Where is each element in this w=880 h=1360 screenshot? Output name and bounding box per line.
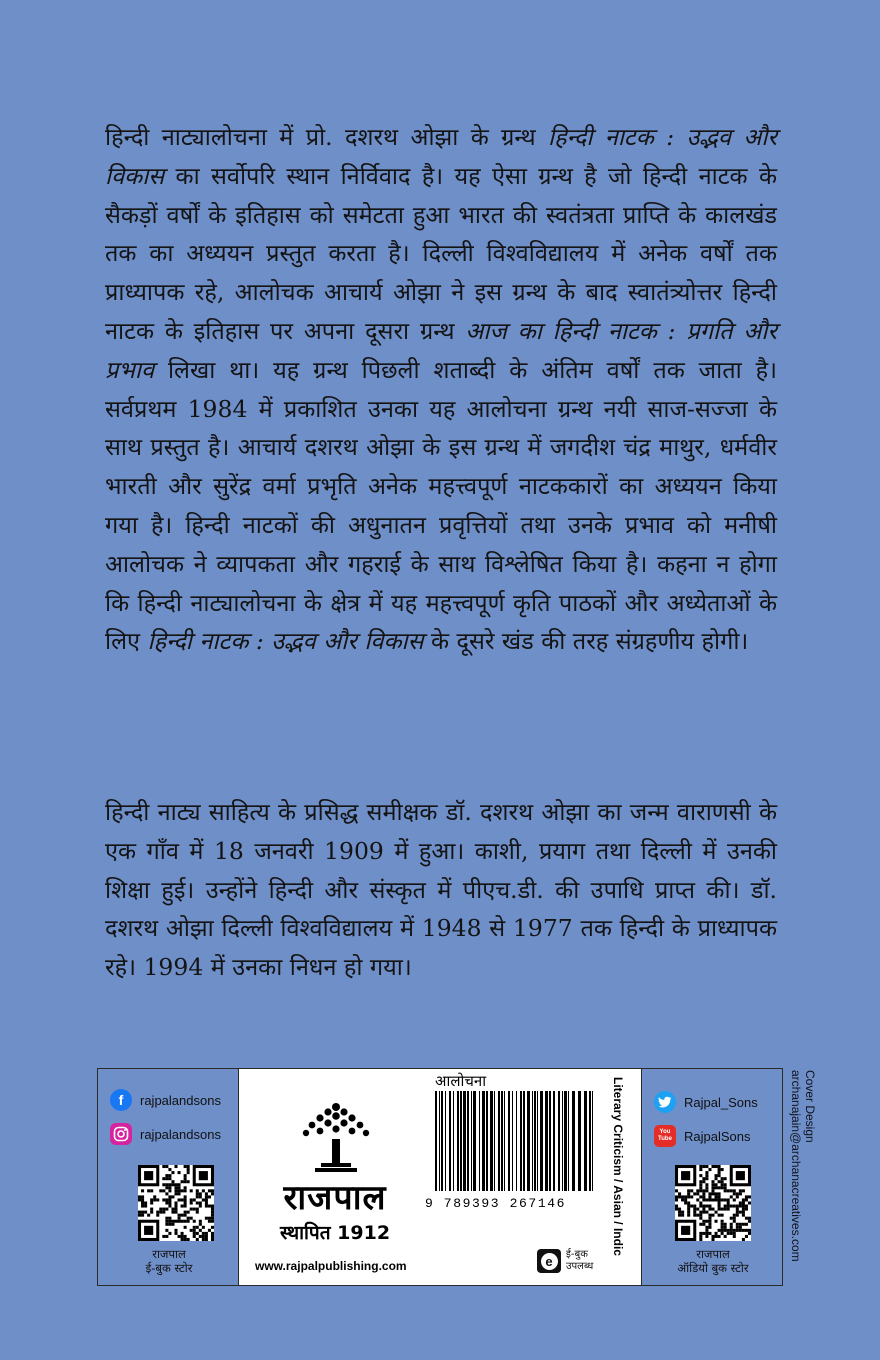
youtube-icon: You Tube xyxy=(654,1125,676,1147)
publisher-logo-name: राजपाल xyxy=(283,1178,387,1218)
established-year: स्थापित 1912 xyxy=(279,1222,391,1244)
ebook-label-line-1: ई-बुक xyxy=(566,1249,588,1260)
synopsis-paragraph xyxy=(105,118,777,661)
synopsis-text-2: का सर्वोपरि स्थान निर्विवाद है। यह ऐसा ग्रन्थ है जो हिन्दी नाटक के सैकड़ों वर्षों के इतिहास को समेटता हुआ भारत की स्वतंत्रता प्राप्ति के कालखंड तक का अध्ययन प्रस्तुत करता है। दिल्ली विश्वविद्यालय में अनेक वर्षों तक प्राध्यापक रहे, आलोचक आचार्य ओझा ने इस ग्रन्थ के बाद स्वातंत्र्योत्तर हिन्दी नाटक के इतिहास पर अपना दूसरा ग्रन्थ xyxy=(105,161,777,345)
ebook-icon xyxy=(537,1249,561,1273)
genre-label: आलोचना xyxy=(435,1072,487,1090)
credit-email: archanajain@archanacreatives.com xyxy=(789,1070,803,1262)
qr-label-line-1: राजपाल xyxy=(696,1247,730,1261)
qr-label-line-1: राजपाल xyxy=(152,1247,186,1261)
audiobook-store-qr-code[interactable] xyxy=(675,1165,751,1241)
isbn-barcode xyxy=(429,1091,599,1195)
instagram-handle: rajpalandsons xyxy=(140,1126,221,1142)
isbn-number: 9 789393 267146 xyxy=(425,1196,567,1211)
book-category: Literary Criticism / Asian / Indic xyxy=(611,1077,625,1256)
ebook-icon-letter: e xyxy=(541,1253,558,1270)
author-bio-paragraph: हिन्दी नाट्य साहित्य के प्रसिद्ध समीक्षक डॉ. दशरथ ओझा का जन्म वाराणसी के एक गाँव में 18 जनवरी 1909 में हुआ। काशी, प्रयाग तथा दिल्ली में उनकी शिक्षा हुई। उन्होंने हिन्दी और संस्कृत में पीएच.डी. की उपाधि प्राप्त की। डॉ. दशरथ ओझा दिल्ली विश्वविद्यालय में 1948 से 1977 तक हिन्दी के प्राध्यापक रहे। 1994 में उनका निधन हो गया। xyxy=(105,798,777,982)
instagram-icon xyxy=(110,1123,132,1145)
instagram-link[interactable] xyxy=(110,1123,221,1145)
rajpal-tree-logo-icon xyxy=(301,1101,371,1173)
synopsis-text-3: लिखा था। यह ग्रन्थ पिछली शताब्दी के अंतिम वर्षों तक जाता है। सर्वप्रथम 1984 में प्रकाशित उनका यह आलोचना ग्रन्थ नयी साज-सज्जा के साथ प्रस्तुत है। आचार्य दशरथ ओझा के इस ग्रन्थ में जगदीश चंद्र माथुर, धर्मवीर भारती और सुरेंद्र वर्मा प्रभृति अनेक महत्त्वपूर्ण नाटककारों का अध्ययन किया गया है। हिन्दी नाटकों की अधुनातन प्रवृत्तियों तथा उनके प्रभाव को मनीषी आलोचक ने व्यापकता और गहराई के साथ विश्लेषित किया है। कहना न होगा कि हिन्दी नाट्यालोचना के क्षेत्र में यह महत्त्वपूर्ण कृति पाठकों और अध्येताओं के लिए xyxy=(105,355,777,656)
twitter-handle: Rajpal_Sons xyxy=(684,1094,758,1110)
ebook-label-line-2: उपलब्ध xyxy=(566,1261,594,1272)
youtube-link[interactable] xyxy=(654,1125,751,1147)
ebook-available-badge xyxy=(537,1249,593,1273)
cover-design-credit xyxy=(789,1070,845,1310)
qr-label-line-2: ई-बुक स्टोर xyxy=(145,1261,193,1275)
facebook-icon: f xyxy=(110,1089,132,1111)
right-social-panel xyxy=(641,1068,783,1286)
publisher-website-link[interactable]: www.rajpalpublishing.com xyxy=(255,1259,407,1273)
book-title-italic: हिन्दी नाटक : उद्भव और विकास xyxy=(105,123,777,190)
left-social-panel xyxy=(97,1068,239,1286)
qr-label-line-2: ऑडियो बुक स्टोर xyxy=(677,1261,749,1275)
audiobook-store-label xyxy=(642,1247,784,1275)
facebook-handle: rajpalandsons xyxy=(140,1092,221,1108)
publisher-barcode-panel xyxy=(239,1068,641,1286)
ebook-store-qr-code[interactable] xyxy=(138,1165,214,1241)
twitter-link[interactable] xyxy=(654,1091,758,1113)
synopsis-text-4: के दूसरे खंड की तरह संग्रहणीय होगी। xyxy=(423,627,749,656)
credit-title: Cover Design xyxy=(803,1070,817,1143)
facebook-link[interactable] xyxy=(110,1089,221,1111)
book-title-italic-repeat: हिन्दी नाटक : उद्भव और विकास xyxy=(147,627,424,656)
youtube-handle: RajpalSons xyxy=(684,1128,751,1144)
synopsis-text-1: हिन्दी नाट्यालोचना में प्रो. दशरथ ओझा के ग्रन्थ xyxy=(105,123,549,151)
ebook-store-label xyxy=(98,1247,240,1275)
second-book-title-italic: आज का हिन्दी नाटक : प्रगति और प्रभाव xyxy=(105,316,777,384)
twitter-bird-icon xyxy=(654,1091,676,1113)
